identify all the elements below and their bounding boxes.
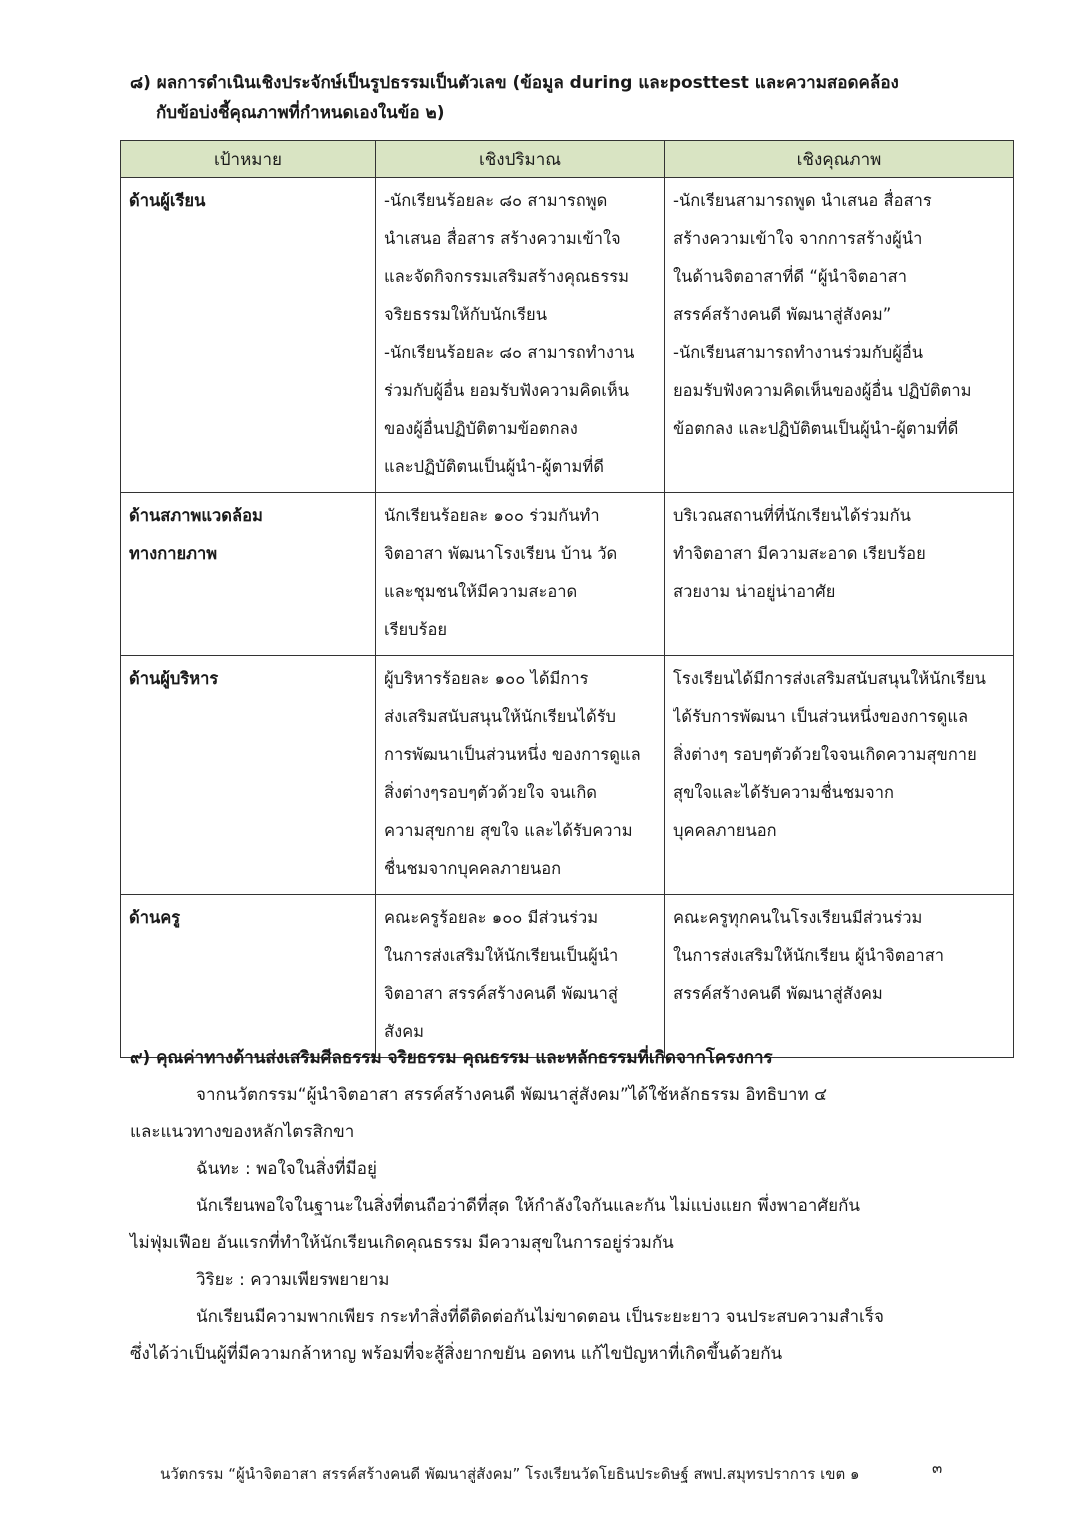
- qual-line: สิ่งต่างๆ รอบๆตัวด้วยใจจนเกิดความสุขกาย: [673, 745, 977, 764]
- qual-line: บริเวณสถานที่ที่นักเรียนได้ร่วมกัน: [673, 506, 911, 525]
- header-goal: เป้าหมาย: [121, 141, 376, 178]
- quant-line: จิตอาสา พัฒนาโรงเรียน บ้าน วัด: [384, 544, 618, 563]
- quant-line: เรียบร้อย: [384, 620, 448, 639]
- qualitative-cell: [665, 656, 1014, 895]
- qual-line: คณะครูทุกคนในโรงเรียนมีส่วนร่วม: [673, 908, 923, 927]
- quant-line: และปฏิบัติตนเป็นผู้นำ-ผู้ตามที่ดี: [384, 457, 605, 476]
- qualitative-cell: [665, 493, 1014, 656]
- section-9-title: ๙) คุณค่าทางด้านส่งเสริมศีลธรรม จริยธรรม คุณธรรม และหลักธรรมที่เกิดจากโครงการ: [130, 1048, 773, 1068]
- qual-line: โรงเรียนได้มีการส่งเสริมสนับสนุนให้นักเรียน: [673, 669, 986, 688]
- quant-line: นักเรียนร้อยละ ๑๐๐ ร่วมกันทำ: [384, 506, 600, 525]
- quant-line: สังคม: [384, 1022, 425, 1041]
- qual-line: ข้อตกลง และปฏิบัติตนเป็นผู้นำ-ผู้ตามที่ดี: [673, 419, 959, 438]
- goal-cell: [121, 656, 376, 895]
- table-row-teachers: [121, 895, 1014, 1058]
- quantitative-cell: [376, 895, 665, 1058]
- quantitative-cell: [376, 178, 665, 493]
- paragraph-line: นักเรียนมีความพากเพียร กระทำสิ่งที่ดีติดต่อกันไม่ขาดตอน เป็นระยะยาว จนประสบความสำเร็จ: [196, 1307, 884, 1327]
- qual-line: -นักเรียนสามารถพูด นำเสนอ สื่อสาร: [673, 191, 932, 210]
- quant-line: ส่งเสริมสนับสนุนให้นักเรียนได้รับ: [384, 707, 617, 726]
- qual-line: -นักเรียนสามารถทำงานร่วมกับผู้อื่น: [673, 343, 924, 362]
- table-row-environment: [121, 493, 1014, 656]
- qual-line: สร้างความเข้าใจ จากการสร้างผู้นำ: [673, 229, 923, 248]
- paragraph-line: จากนวัตกรรม“ผู้นำจิตอาสา สรรค์สร้างคนดี พัฒนาสู่สังคม”ได้ใช้หลักธรรม อิทธิบาท ๔: [196, 1085, 827, 1105]
- quant-line: ชื่นชมจากบุคคลภายนอก: [384, 859, 562, 878]
- qual-line: ได้รับการพัฒนา เป็นส่วนหนึ่งของการดูแล: [673, 707, 969, 726]
- quant-line: นำเสนอ สื่อสาร สร้างความเข้าใจ: [384, 229, 621, 248]
- goal-cell: [121, 178, 376, 493]
- quant-line: การพัฒนาเป็นส่วนหนึ่ง ของการดูแล: [384, 745, 641, 764]
- quant-line: ความสุขกาย สุขใจ และได้รับความ: [384, 821, 633, 840]
- quant-line: จิตอาสา สรรค์สร้างคนดี พัฒนาสู่: [384, 984, 618, 1003]
- chanta-heading: ฉันทะ : พอใจในสิ่งที่มีอยู่: [196, 1159, 377, 1179]
- page-number: ๓: [932, 1459, 943, 1477]
- qual-line: สวยงาม น่าอยู่น่าอาศัย: [673, 582, 836, 601]
- quant-line: ในการส่งเสริมให้นักเรียนเป็นผู้นำ: [384, 946, 619, 965]
- qual-line: สรรค์สร้างคนดี พัฒนาสู่สังคม”: [673, 305, 892, 324]
- quant-line: และชุมชนให้มีความสะอาด: [384, 582, 578, 601]
- section-8-heading: [130, 68, 1010, 128]
- quantitative-cell: [376, 656, 665, 895]
- qual-line: ในการส่งเสริมให้นักเรียน ผู้นำจิตอาสา: [673, 946, 945, 965]
- header-qualitative: เชิงคุณภาพ: [665, 141, 1014, 178]
- table-row-administrators: [121, 656, 1014, 895]
- paragraph-line: และแนวทางของหลักไตรสิกขา: [130, 1122, 355, 1142]
- goal-text: ด้านสภาพแวดล้อม: [129, 506, 263, 525]
- quant-line: ของผู้อื่นปฏิบัติตามข้อตกลง: [384, 419, 578, 438]
- qual-line: สุขใจและได้รับความชื่นชมจาก: [673, 783, 894, 802]
- quant-line: และจัดกิจกรรมเสริมสร้างคุณธรรม: [384, 267, 629, 286]
- results-table: [120, 140, 1014, 1058]
- goal-cell: [121, 895, 376, 1058]
- goal-text: ด้านครู: [129, 908, 181, 927]
- goal-text: ทางกายภาพ: [129, 544, 218, 563]
- page-footer: นวัตกรรม “ผู้นำจิตอาสา สรรค์สร้างคนดี พัฒนาสู่สังคม” โรงเรียนวัดโยธินประดิษฐ์ สพป.สมุทรปราการ เขต ๑: [160, 1465, 860, 1483]
- qualitative-cell: [665, 178, 1014, 493]
- quant-line: -นักเรียนร้อยละ ๘๐ สามารถทำงาน: [384, 343, 635, 362]
- goal-text: ด้านผู้เรียน: [129, 191, 206, 210]
- section-8-heading-line1: ๘) ผลการดำเนินเชิงประจักษ์เป็นรูปธรรมเป็นตัวเลข (ข้อมูล during และposttest และความสอดคล้อง: [130, 73, 899, 93]
- goal-cell: [121, 493, 376, 656]
- quant-line: จริยธรรมให้กับนักเรียน: [384, 305, 547, 324]
- paragraph-line: ซึ่งได้ว่าเป็นผู้ที่มีความกล้าหาญ พร้อมที่จะสู้สิ่งยากขยัน อดทน แก้ไขปัญหาที่เกิดขึ้นด้วยกัน: [130, 1344, 783, 1364]
- qualitative-cell: [665, 895, 1014, 1058]
- quant-line: ร่วมกับผู้อื่น ยอมรับฟังความคิดเห็น: [384, 381, 630, 400]
- qual-line: ยอมรับฟังความคิดเห็นของผู้อื่น ปฏิบัติตาม: [673, 381, 972, 400]
- viriya-heading: วิริยะ : ความเพียรพยายาม: [196, 1270, 390, 1290]
- table-row-learners: [121, 178, 1014, 493]
- quant-line: สิ่งต่างๆรอบๆตัวด้วยใจ จนเกิด: [384, 783, 598, 802]
- paragraph-line: นักเรียนพอใจในฐานะในสิ่งที่ตนถือว่าดีที่สุด ให้กำลังใจกันและกัน ไม่แบ่งแยก พึ่งพาอาศัยกัน: [196, 1196, 861, 1216]
- qual-line: ทำจิตอาสา มีความสะอาด เรียบร้อย: [673, 544, 926, 563]
- paragraph-line: ไม่ฟุ่มเฟือย อันแรกที่ทำให้นักเรียนเกิดคุณธรรม มีความสุขในการอยู่ร่วมกัน: [130, 1233, 674, 1253]
- section-8-heading-line2: กับข้อบ่งชี้คุณภาพที่กำหนดเองในข้อ ๒): [156, 103, 445, 123]
- goal-text: ด้านผู้บริหาร: [129, 669, 219, 688]
- header-quantitative: เชิงปริมาณ: [376, 141, 665, 178]
- qual-line: บุคคลภายนอก: [673, 821, 777, 840]
- qual-line: สรรค์สร้างคนดี พัฒนาสู่สังคม: [673, 984, 883, 1003]
- quant-line: ผู้บริหารร้อยละ ๑๐๐ ได้มีการ: [384, 669, 589, 688]
- qual-line: ในด้านจิตอาสาที่ดี “ผู้นำจิตอาสา: [673, 267, 907, 286]
- table-header-row: [121, 141, 1014, 178]
- quant-line: -นักเรียนร้อยละ ๘๐ สามารถพูด: [384, 191, 608, 210]
- quantitative-cell: [376, 493, 665, 656]
- quant-line: คณะครูร้อยละ ๑๐๐ มีส่วนร่วม: [384, 908, 599, 927]
- section-9: [130, 1040, 1010, 1373]
